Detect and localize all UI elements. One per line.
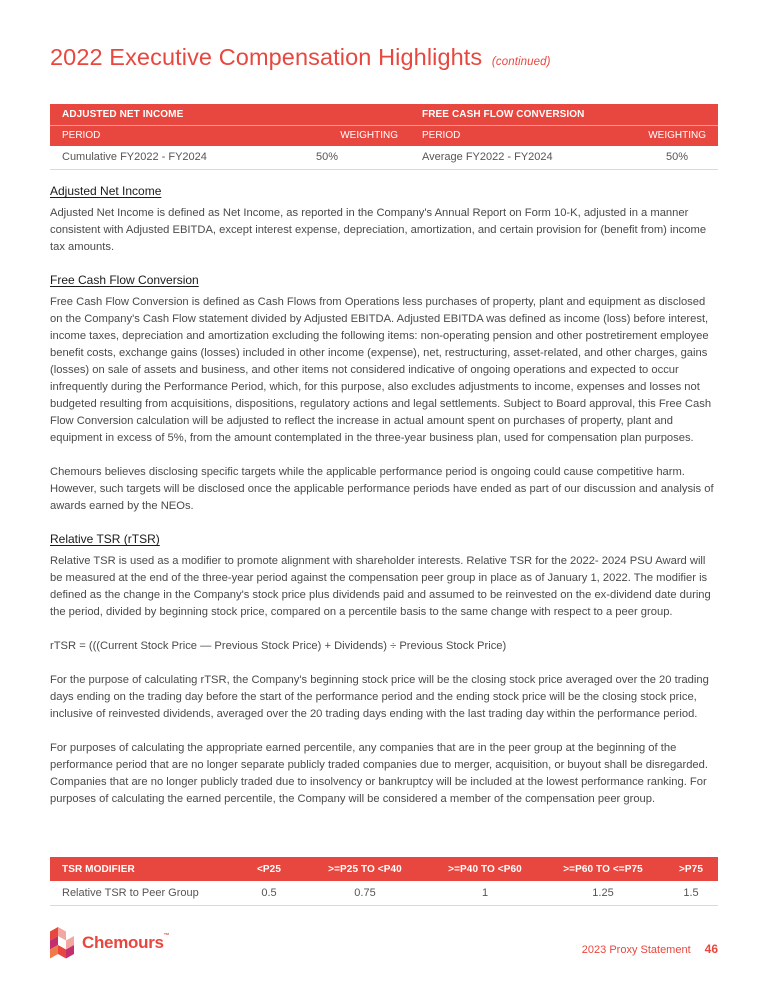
paragraph: Relative TSR is used as a modifier to promote alignment with shareholder interests. Relative TSR for the 2022- 2024 PSU Award will be measured at the end of the three-year period against the compensation peer group in place as of January 1, 2022. The modifier is defined as the change in the Company's stock price plus dividends paid and assumed to be reinvested on the ex-dividend date during the period, divided by beginning stock price, compared on a percentile basis to the same change with respect to a peer group. <box>50 555 711 618</box>
table-cell: 0.75 <box>302 881 428 905</box>
table-cell: 1 <box>428 881 542 905</box>
col-header: >=P60 TO <=P75 <box>542 857 664 881</box>
table-row <box>50 881 718 905</box>
table-cell: 50% <box>250 146 410 169</box>
group-header-adjusted-net-income: ADJUSTED NET INCOME <box>50 104 410 125</box>
col-header: >=P25 TO <P40 <box>302 857 428 881</box>
col-header: >=P40 TO <P60 <box>428 857 542 881</box>
page-number: 46 <box>704 942 718 956</box>
section-heading-relative-tsr: Relative TSR (rTSR) <box>50 532 160 546</box>
col-header-period: PERIOD <box>410 125 610 146</box>
table-cell: Cumulative FY2022 - FY2024 <box>50 146 250 169</box>
table-cell: 1.5 <box>664 881 718 905</box>
col-header: TSR MODIFIER <box>50 857 236 881</box>
group-header-free-cash-flow: FREE CASH FLOW CONVERSION <box>410 104 718 125</box>
page-title-sub: (continued) <box>491 56 551 68</box>
page-title-main: 2022 Executive Compensation Highlights <box>50 44 483 70</box>
paragraph: Free Cash Flow Conversion is defined as Cash Flows from Operations less purchases of property, plant and equipment as disclosed on the Company's Cash Flow statement divided by Adjusted EBITDA. Adjusted EBITDA was defined as income (loss) before interest, income taxes, depreciation and amortization excluding the following items: non-operating pension and other postretirement employee benefit costs, exchange gains (losses) included in other income (expense), net, restructuring, asset-related, and other charges, gains (losses) on sale of assets and business, and other items not considered indicative of ongoing operations and expected to occur infrequently during the Performance Period, which, for this purpose, also excludes adjustments to income, expenses and losses not budgeted resulting from acquisitions, dispositions, regulatory actions and legal settlements. Subject to Board approval, this Free Cash Flow Conversion calculation will be adjusted to reflect the increase in actual amount spent on purchases of property, plant and equipment in excess of 5%, from the amount contemplated in the three-year business plan, used for compensation plan purposes. <box>50 296 712 444</box>
section-heading-adjusted-net-income: Adjusted Net Income <box>50 184 162 198</box>
page-title <box>50 44 551 71</box>
metrics-weighting-table <box>50 104 718 170</box>
col-header-weighting: WEIGHTING <box>610 125 718 146</box>
section-heading-free-cash-flow: Free Cash Flow Conversion <box>50 273 199 287</box>
col-header-period: PERIOD <box>50 125 250 146</box>
col-header-weighting: WEIGHTING <box>250 125 410 146</box>
chemours-wordmark <box>82 933 169 953</box>
paragraph: For the purpose of calculating rTSR, the Company's beginning stock price will be the closing stock price averaged over the 20 trading days ending on the trading day before the start of the performance period and the ending stock price will be the closing stock price, inclusive of reinvested dividends, averaged over the 20 trading days ending with the last trading day within the performance period. <box>50 674 709 720</box>
table-cell: 1.25 <box>542 881 664 905</box>
paragraph: For purposes of calculating the appropriate earned percentile, any companies that are in the peer group at the beginning of the performance period that are no longer separate publicly traded companies due to merger, acquisition, or buyout shall be disregarded. Companies that are no longer publicly traded due to insolvency or bankruptcy will be included at the lowest performance ranking. For purposes of calculating the earned percentile, the Company will be considered a member of the compensation peer group. <box>50 742 708 805</box>
document-name: 2023 Proxy Statement <box>581 944 691 956</box>
table-cell: 0.5 <box>236 881 302 905</box>
body-content <box>50 184 718 818</box>
chemours-logo <box>50 927 169 959</box>
table-cell: 50% <box>610 146 718 169</box>
page-footer <box>582 942 718 956</box>
trademark: ™ <box>163 933 170 939</box>
formula: rTSR = (((Current Stock Price — Previous Stock Price) + Dividends) ÷ Previous Stock Price) <box>50 640 507 652</box>
tsr-modifier-table <box>50 857 718 906</box>
paragraph: Adjusted Net Income is defined as Net Income, as reported in the Company's Annual Report on Form 10-K, adjusted in a manner consistent with Adjusted EBITDA, except interest expense, depreciation, amortization, and certain provision for (benefit from) income tax amounts. <box>50 207 707 253</box>
col-header: <P25 <box>236 857 302 881</box>
table-cell: Relative TSR to Peer Group <box>50 881 236 905</box>
paragraph: Chemours believes disclosing specific targets while the applicable performance period is ongoing could cause competitive harm. However, such targets will be disclosed once the applicable performance periods have ended as part of our discussion and analysis of awards earned by the NEOs. <box>50 466 714 512</box>
chemours-logo-icon <box>50 927 78 959</box>
brand-name: Chemours <box>82 933 164 952</box>
table-row <box>50 146 718 169</box>
table-cell: Average FY2022 - FY2024 <box>410 146 610 169</box>
col-header: >P75 <box>664 857 718 881</box>
